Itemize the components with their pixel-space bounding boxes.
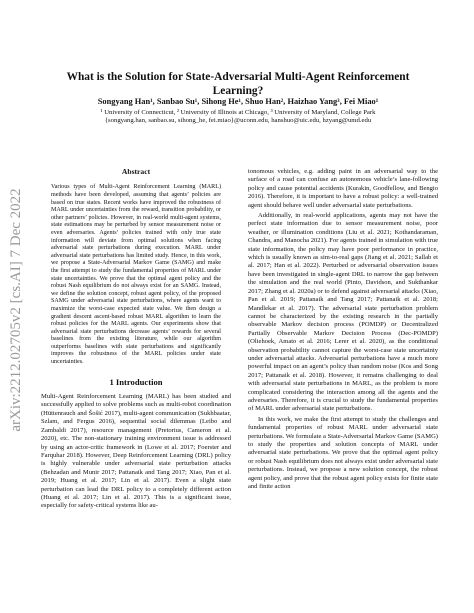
author-list: Songyang Han¹, Sanbao Su¹, Sihong He¹, Shuo Han², Haizhao Yang³, Fei Miao¹: [97, 97, 379, 106]
arxiv-identifier-text: arXiv:2212.02705v2 [cs.AI] 7 Dec 2022: [8, 188, 24, 432]
paragraph-this-work: In this work, we make the first attempt to study the challenges and fundamental properties of robust MARL under adversarial state perturbations. We formulate a State-Adversarial Markov Game (SAMG) to study the properties and solution concepts of MARL under adversarial state perturbations. We prove that the optimal agent policy or robust Nash equilibrium does not always exist under adversarial state perturbations. Instead, we propose a new solution concept, the robust agent policy, and prove that the robust agent policy exists for finite state and finite action: [248, 415, 438, 491]
affiliations: [40, 109, 436, 126]
paper-title: What is the Solution for State-Adversarial Multi-Agent Reinforcement Learning?: [66, 71, 410, 97]
right-column: [248, 168, 438, 491]
introduction-paragraph: Multi-Agent Reinforcement Learning (MARL) has been studied and successfully applied to solve problems such as multi-robot coordination (Hüttenrauch and Šošić 2017), multi-agent communication (Sukhbaatar, Szlam, and Fergus 2016), sequential social dilemmas (Leibo and Zambaldi 2017), resource management (Pretorius, Cameron et al. 2020), etc. The non-stationary training environment issue is addressed by using an actor-critic framework in (Lowe et al. 2017; Foerster and Farquhar 2018). However, Deep Reinforcement Learning (DRL) policy is highly vulnerable under adversarial state perturbation attacks (Behzadan and Munir 2017; Pattanaik and Tang 2017; Xiao, Pan et al. 2019; Huang et al. 2017; Lin et al. 2017). Even a slight state perturbation can lead the DRL policy to a completely different action (Huang et al. 2017; Lin et al. 2017). This is a significant issue, especially for safety-critical systems like au-: [41, 393, 231, 510]
paragraph-perfect-state: Additionally, in real-world applications, agents may not have the perfect state information due to sensor measurement noise, poor weather, or illumination conditions (Liu et al. 2021; Kothandaraman, Chandra, and Manocha 2021). For agents trained in simulation with true state information, the policy may have poor performance in practice, which is usually known as sim-to-real gaps (Jiang et al. 2021; Sallab et al. 2017; Han et al. 2022). Perturbed or adversarial observation issues have been investigated in single-agent DRL to narrow the gap between the simulation and the real world (Pinto, Davidson, and Sukthankar 2017; Zhang et al. 2020a) or to defend against adversarial attacks (Xiao, Pan et al. 2019; Pattanaik and Tang 2017; Pattanaik et al. 2018; Mandlekar et al. 2017). The adversarial state perturbation problem cannot be characterized by the existing research in the partially observable Markov decision process (POMDP) or Decentralized Partially Observable Markov Decision Process (Dec-POMDP) (Oliehoek, Amato et al. 2016; Lerer et al. 2020), as the conditional observation probability cannot capture the worst-case state uncertainty under adversarial attacks. Adversarial perturbations have a much more powerful impact on an agent’s policy than random noise (Kos and Song 2017; Pattanaik et al. 2018). However, it remains challenging to deal with adversarial state perturbations in MARL, as the problem is more complicated considering the interaction among all the agents and the adversaries. Therefore, it is crucial to study the fundamental properties of MARL under adversarial state perturbations.: [248, 212, 438, 413]
introduction-heading: 1 Introduction: [109, 376, 163, 387]
left-column: [41, 168, 231, 511]
affiliation-line: ¹ University of Connecticut, ² University of Illinois at Chicago, ³ University of Maryland, College Park: [100, 109, 376, 116]
arxiv-identifier: [4, 175, 26, 445]
abstract-text: Various types of Multi-Agent Reinforcement Learning (MARL) methods have been developed, assuming that agents’ policies are based on true states. Recent works have improved the robustness of MARL under uncertainties from the reward, transition probability, or other partners’ policies. However, in real-world multi-agent systems, state estimations may be perturbed by sensor measurement noise or even adversaries. Agents’ policies trained with only true state information will deviate from optimal solutions when facing adversarial state perturbations during execution. MARL under adversarial state perturbations has limited study. Hence, in this work, we propose a State-Adversarial Markov Game (SAMG) and make the first attempt to study the fundamental properties of MARL under state uncertainties. We prove that the optimal agent policy and the robust Nash equilibrium do not always exist for an SAMG. Instead, we define the solution concept, robust agent policy, of the proposed SAMG under adversarial state perturbations, where agents want to maximize the worst-case expected state value. We then design a gradient descent ascent-based robust MARL algorithm to learn the robust policies for the MARL agents. Our experiments show that adversarial state perturbations decrease agents’ rewards for several baselines from the existing literature, while our algorithm outperforms baselines with state perturbations and significantly improves the robustness of the MARL policies under state uncertainties.: [51, 184, 221, 366]
paragraph-continuation: tonomous vehicles, e.g. adding paint in an adversarial way to the surface of a road can confuse an autonomous vehicle’s lane-following policy and cause potential accidents (Kurakin, Goodfellow, and Bengio 2016). Therefore, it is important to have a robust policy: a well-trained agent should behave well under adversarial state perturbations.: [248, 168, 438, 209]
abstract-heading: Abstract: [121, 167, 151, 176]
email-line: {songyang.han, sanbao.su, sihong_he, fei.miao}@uconn.edu, hanshuo@uic.edu, hzyang@umd.edu: [104, 117, 372, 125]
